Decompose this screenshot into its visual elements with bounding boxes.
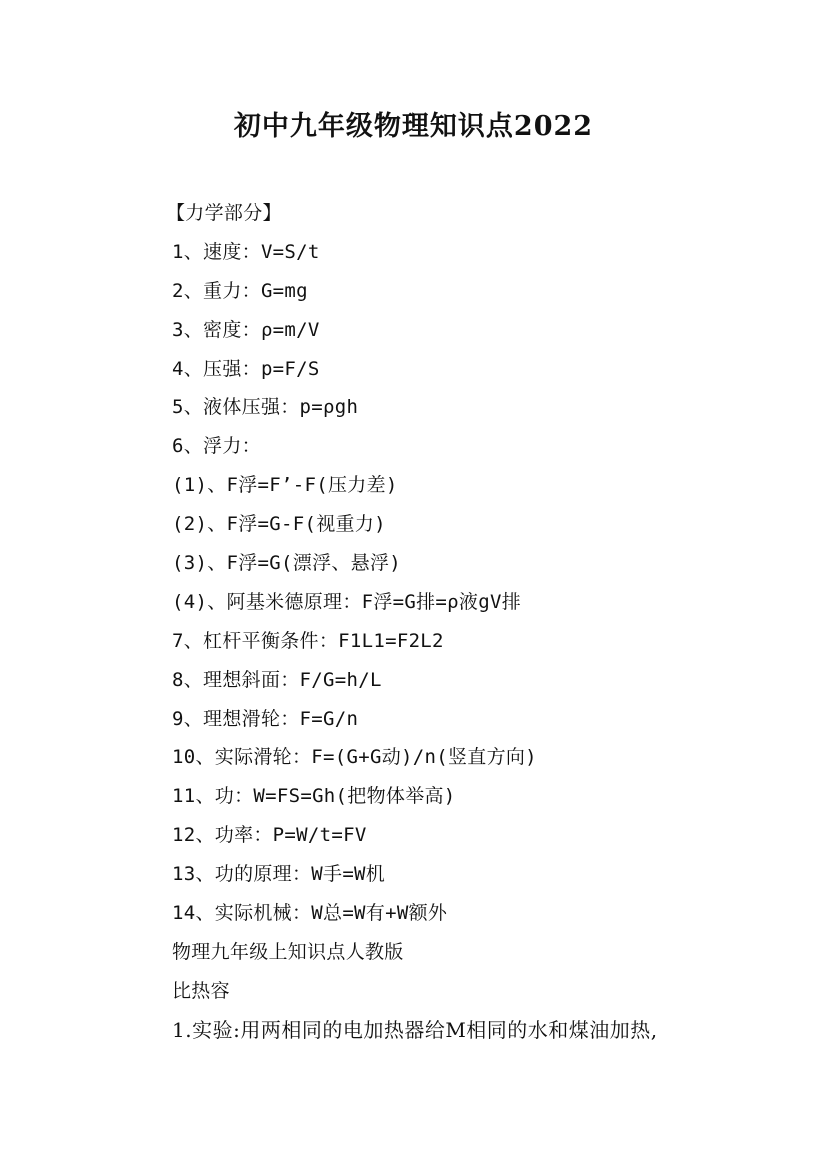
formula-line: 5、液体压强：p=ρgh: [172, 396, 359, 419]
formula-line: 4、压强：p=F/S: [172, 357, 320, 380]
formula-line: 6、浮力：: [172, 435, 261, 458]
formula-line: 1、速度：V=S/t: [172, 240, 320, 263]
formula-line: 13、功的原理：W手=W机: [172, 863, 386, 886]
formula-line: (1)、F浮=F’-F(压力差): [172, 474, 398, 497]
section-heading-mechanics: 【力学部分】: [166, 202, 282, 224]
formula-line: (3)、F浮=G(漂浮、悬浮): [172, 552, 402, 575]
formula-line: 2、重力：G=mg: [172, 279, 308, 302]
formula-line: 9、理想滑轮：F=G/n: [172, 707, 359, 730]
document-body: [166, 194, 812, 1050]
document-title: 初中九年级物理知识点2022: [233, 111, 594, 142]
formula-line: 14、实际机械：W总=W有+W额外: [172, 902, 448, 925]
formula-line: 3、密度：ρ=m/V: [172, 318, 320, 341]
formula-line: (2)、F浮=G-F(视重力): [172, 513, 386, 536]
formula-line: 12、功率：P=W/t=FV: [172, 824, 367, 847]
formula-line: 7、杠杆平衡条件：F1L1=F2L2: [172, 629, 444, 652]
formula-line: 10、实际滑轮：F=(G+G动)/n(竖直方向): [172, 746, 537, 769]
subheading: 物理九年级上知识点人教版: [172, 940, 404, 963]
paragraph-text: 1.实验:用两相同的电加热器给M相同的水和煤油加热,: [172, 1017, 658, 1042]
topic-heading: 比热容: [172, 979, 230, 1002]
formula-line: 8、理想斜面：F/G=h/L: [172, 668, 382, 691]
formula-line: 11、功：W=FS=Gh(把物体举高): [172, 785, 456, 808]
formula-line: (4)、阿基米德原理：F浮=G排=ρ液gV排: [172, 590, 521, 613]
